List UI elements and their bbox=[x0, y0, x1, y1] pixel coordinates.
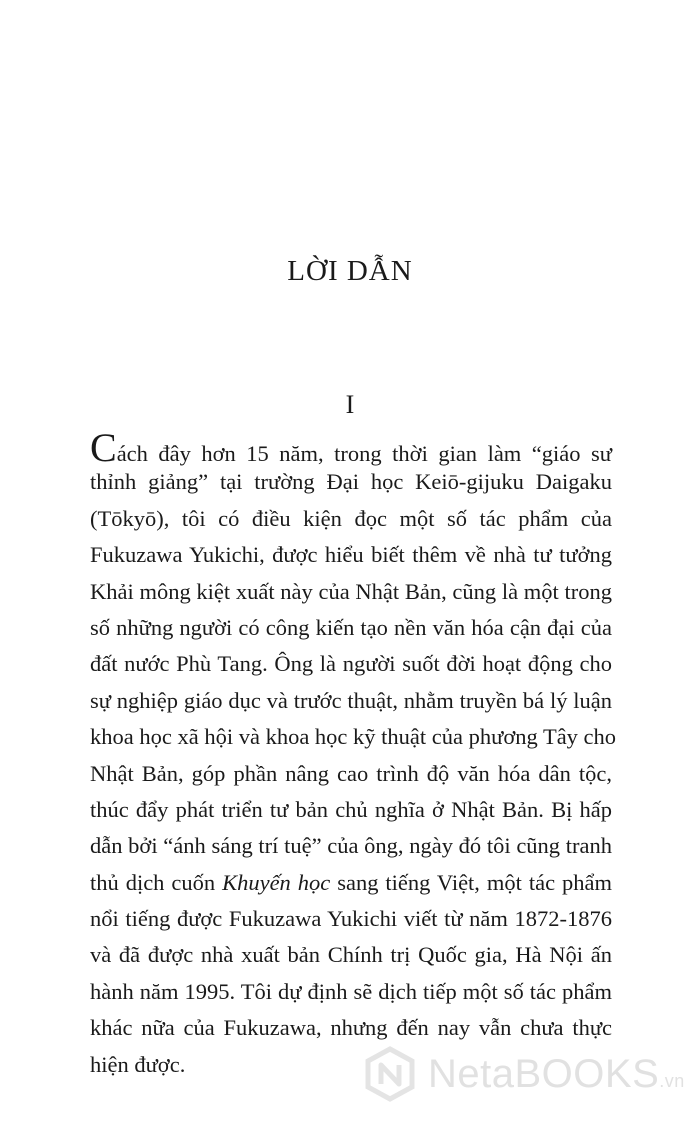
text-segment: Fukuzawa Yukichi, được hiểu biết thêm về nhà tư tưởng bbox=[90, 542, 612, 568]
text-segment: thỉnh giảng” tại trường Đại học Keiō-gijuku Daigaku bbox=[90, 469, 612, 495]
watermark bbox=[362, 1046, 692, 1102]
text-segment: Khải mông kiệt xuất này của Nhật Bản, cũng là một trong bbox=[90, 578, 612, 604]
text-segment: Nhật Bản, góp phần nâng cao trình độ văn hóa dân tộc, bbox=[90, 760, 612, 786]
text-line bbox=[90, 756, 612, 792]
section-numeral: I bbox=[345, 390, 355, 419]
watermark-text bbox=[428, 1052, 685, 1097]
text-segment: nổi tiếng được Fukuzawa Yukichi viết từ năm 1872-1876 bbox=[90, 906, 612, 932]
italic-book-title: Khuyến học bbox=[222, 869, 331, 895]
text-line bbox=[90, 937, 612, 973]
text-segment: hiện được. bbox=[90, 1051, 186, 1077]
drop-cap: C bbox=[90, 425, 117, 470]
text-segment: thủ dịch cuốn bbox=[90, 869, 223, 895]
text-line bbox=[90, 425, 612, 470]
text-line bbox=[90, 828, 612, 864]
text-segment: sang tiếng Việt, một tác phẩm bbox=[330, 869, 612, 895]
body-paragraph bbox=[90, 425, 617, 1083]
text-segment: thúc đẩy phát triển tư bản chủ nghĩa ở Nhật Bản. Bị hấp bbox=[90, 796, 612, 822]
text-segment: (Tōkyō), tôi có điều kiện đọc một số tác phẩm của bbox=[90, 505, 612, 531]
text-line bbox=[90, 719, 617, 755]
text-line bbox=[90, 792, 612, 828]
neta-logo-icon bbox=[362, 1046, 418, 1102]
text-segment: khoa học xã hội và khoa học kỹ thuật của phương Tây cho bbox=[90, 724, 617, 750]
text-line bbox=[90, 574, 612, 610]
text-segment: hành năm 1995. Tôi dự định sẽ dịch tiếp một số tác phẩm bbox=[90, 978, 612, 1004]
text-line bbox=[90, 646, 612, 682]
text-line bbox=[90, 865, 612, 901]
text-segment: số những người có công kiến tạo nền văn hóa cận đại của bbox=[90, 614, 612, 640]
text-line bbox=[90, 1010, 612, 1046]
text-line bbox=[90, 683, 612, 719]
watermark-suffix: .vn bbox=[659, 1071, 685, 1091]
chapter-title: LỜI DẪN bbox=[287, 255, 413, 287]
text-segment: và đã được nhà xuất bản Chính trị Quốc gia, Hà Nội ấn bbox=[90, 942, 612, 968]
text-line bbox=[90, 464, 612, 500]
watermark-brand: NetaBOOKS bbox=[428, 1052, 660, 1096]
text-segment: dẫn bởi “ánh sáng trí tuệ” của ông, ngày đó tôi cũng tranh bbox=[90, 833, 612, 859]
text-segment: ách đây hơn 15 năm, trong thời gian làm “giáo sư bbox=[116, 441, 612, 466]
text-line bbox=[90, 501, 612, 537]
text-line bbox=[90, 537, 612, 573]
text-line bbox=[90, 974, 612, 1010]
text-segment: khác nữa của Fukuzawa, nhưng đến nay vẫn chưa thực bbox=[90, 1015, 612, 1041]
text-line bbox=[90, 901, 612, 937]
text-segment: đất nước Phù Tang. Ông là người suốt đời hoạt động cho bbox=[90, 651, 612, 677]
text-segment: sự nghiệp giáo dục và trước thuật, nhằm truyền bá lý luận bbox=[90, 687, 612, 713]
text-line bbox=[90, 610, 612, 646]
